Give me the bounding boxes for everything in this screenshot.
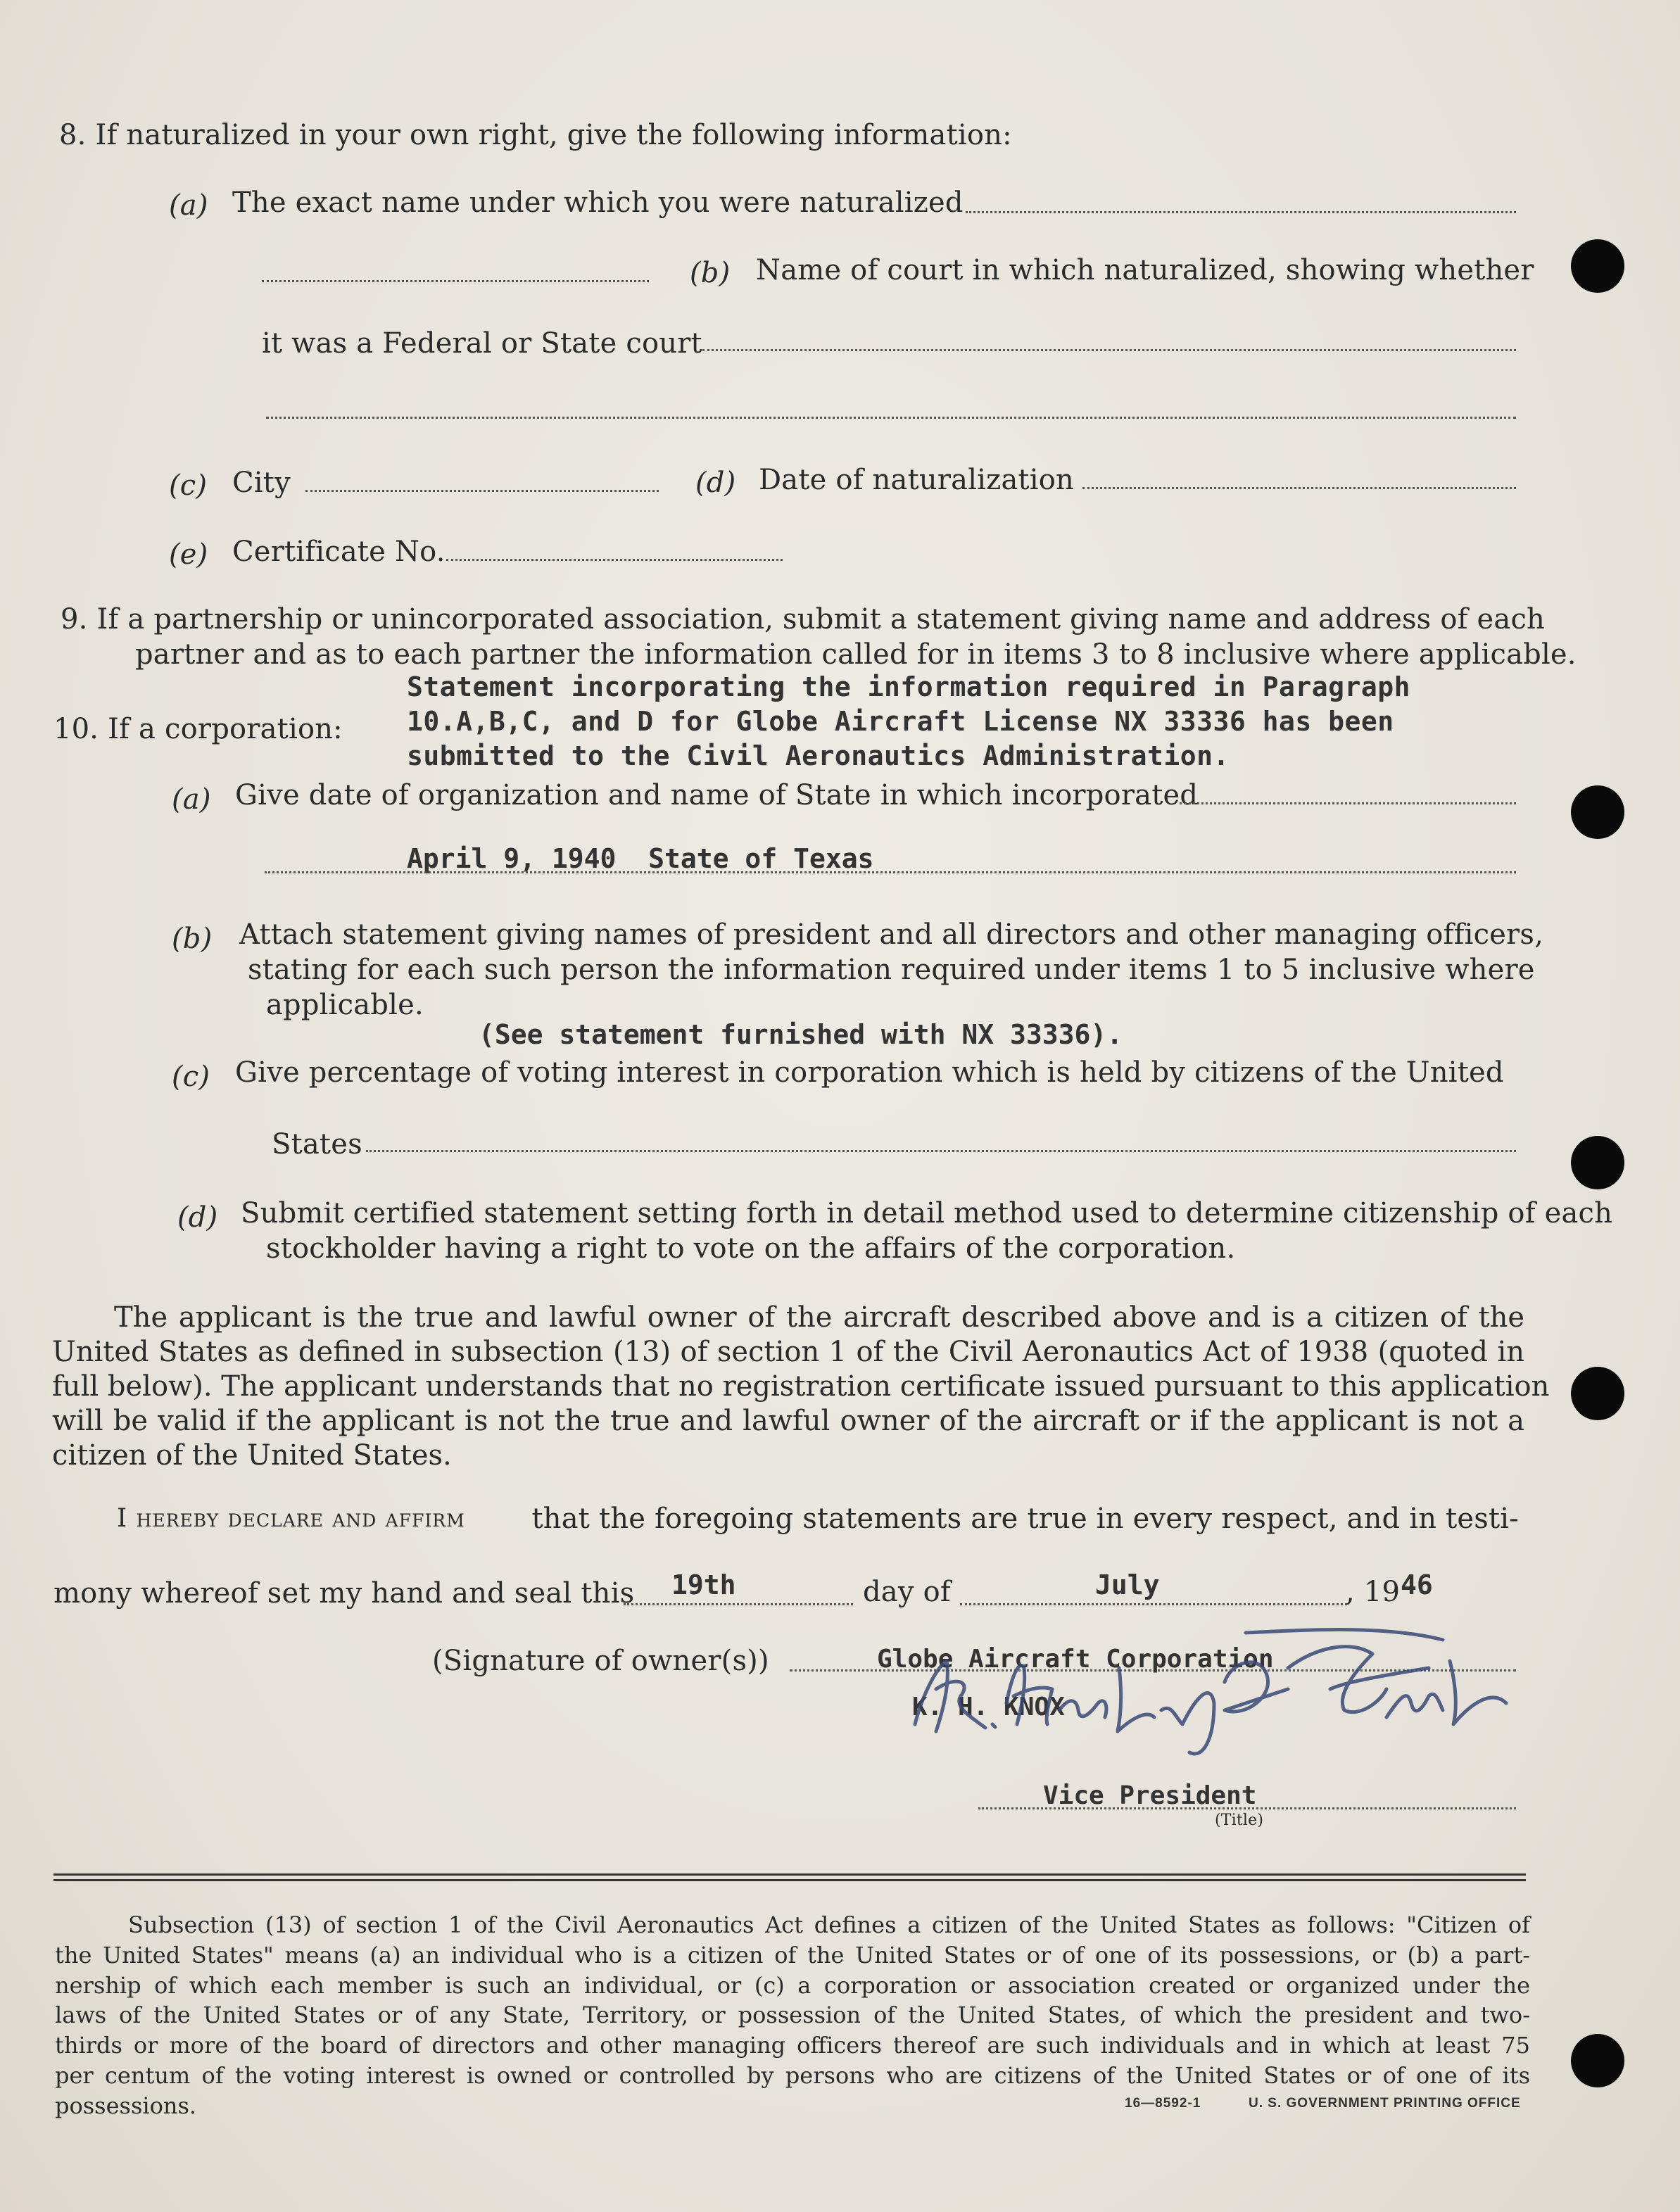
declaration-last-line: citizen of the United States. bbox=[52, 1439, 452, 1472]
declaration-line: will be valid if the applicant is not the true and lawful owner of the aircraft or if the applicant is not a bbox=[52, 1405, 1524, 1437]
year-prefix: , 19 bbox=[1346, 1576, 1401, 1608]
owner-typed-name: Globe Aircraft Corporation bbox=[877, 1645, 1274, 1674]
day-of-label: day of bbox=[863, 1576, 951, 1608]
section-divider bbox=[53, 1873, 1526, 1876]
punch-hole bbox=[1571, 1367, 1624, 1420]
footnote-line: Subsection (13) of section 1 of the Civil Aeronautics Act defines a citizen of the United States as follows: "Citizen of bbox=[128, 1911, 1530, 1938]
item-8c-label: (c) bbox=[169, 469, 208, 502]
item-8d-label: (d) bbox=[695, 467, 736, 499]
item-10c-continued: States bbox=[272, 1128, 362, 1161]
handwritten-signature bbox=[894, 1619, 1527, 1759]
voting-percentage-field[interactable] bbox=[366, 1150, 1516, 1152]
organization-date-field[interactable] bbox=[1180, 802, 1516, 804]
punch-hole bbox=[1571, 1136, 1624, 1189]
typed-statement-line: Statement incorporating the information required in Paragraph bbox=[407, 671, 1411, 702]
item-10d-line1: Submit certified statement setting forth in detail method used to determine citizenship of each bbox=[241, 1197, 1613, 1230]
section-divider bbox=[53, 1879, 1526, 1881]
item-10a-text: Give date of organization and name of State in which incorporated bbox=[235, 779, 1199, 811]
naturalized-name-field[interactable] bbox=[966, 211, 1516, 213]
officers-statement-answer: (See statement furnished with NX 33336). bbox=[479, 1019, 1123, 1050]
footnote-line: nership of which each member is such an individual, or (c) a corporation or association created or organized under the bbox=[55, 1971, 1530, 1999]
footnote-line: the United States" means (a) an individual who is a citizen of the United States or of one of its possessions, or (b) a part- bbox=[55, 1941, 1530, 1968]
item-10b-label: (b) bbox=[172, 923, 213, 955]
footnote-last-line: possessions. bbox=[55, 2092, 197, 2119]
item-10d-line2: stockholder having a right to vote on the affairs of the corporation. bbox=[266, 1232, 1236, 1265]
title-label: (Title) bbox=[1215, 1812, 1264, 1829]
item-8a-text: The exact name under which you were naturalized bbox=[232, 187, 964, 219]
signer-typed-name: K. H. KNOX bbox=[912, 1693, 1065, 1721]
item-8-intro: 8. If naturalized in your own right, give the following information: bbox=[59, 119, 1012, 151]
citizen-definition-footnote bbox=[55, 1910, 1530, 2121]
naturalization-date-field[interactable] bbox=[1082, 487, 1516, 489]
month-value: July bbox=[1095, 1569, 1160, 1600]
declaration-line: The applicant is the true and lawful owner of the aircraft described above and is a citizen of the bbox=[114, 1301, 1524, 1334]
year-value: 46 bbox=[1401, 1569, 1433, 1600]
declaration-line: full below). The applicant understands that no registration certificate issued pursuant to this application bbox=[52, 1370, 1550, 1403]
typed-statement-line: 10.A,B,C, and D for Globe Aircraft License NX 33336 has been bbox=[407, 706, 1394, 737]
organization-date-field-cont[interactable] bbox=[265, 871, 1516, 873]
punch-hole bbox=[1571, 785, 1624, 839]
footnote-line: thirds or more of the board of directors and other managing officers thereof are such individuals and in which at least 75 bbox=[55, 2032, 1530, 2059]
day-value: 19th bbox=[671, 1569, 736, 1600]
court-name-field-cont[interactable] bbox=[266, 417, 1516, 419]
item-10-intro: 10. If a corporation: bbox=[53, 713, 343, 745]
punch-hole bbox=[1571, 239, 1624, 293]
city-field[interactable] bbox=[305, 490, 659, 492]
item-9-line2: partner and as to each partner the information called for in items 3 to 8 inclusive where applicable. bbox=[135, 638, 1577, 671]
declaration-line: United States as defined in subsection (13) of section 1 of the Civil Aeronautics Act of 1938 (quoted in bbox=[52, 1336, 1524, 1368]
item-8c-text: City bbox=[232, 467, 291, 499]
item-8b-label: (b) bbox=[690, 257, 731, 289]
item-10b-line2: stating for each such person the information required under items 1 to 5 inclusive where bbox=[248, 954, 1535, 986]
typed-statement-line: submitted to the Civil Aeronautics Administration. bbox=[407, 740, 1230, 771]
item-10d-label: (d) bbox=[177, 1201, 218, 1234]
title-typed: Vice President bbox=[1043, 1781, 1257, 1810]
item-8d-text: Date of naturalization bbox=[759, 464, 1075, 496]
item-10b-line3: applicable. bbox=[266, 989, 424, 1021]
form-number: 16—8592-1 bbox=[1125, 2096, 1201, 2111]
item-8e-label: (e) bbox=[169, 538, 208, 571]
item-8e-text: Certificate No. bbox=[232, 536, 446, 568]
incorporation-answer: April 9, 1940 State of Texas bbox=[407, 843, 874, 874]
month-field[interactable] bbox=[960, 1603, 1347, 1605]
affirmation-rest: that the foregoing statements are true in every respect, and in testi- bbox=[531, 1503, 1519, 1535]
certificate-number-field[interactable] bbox=[446, 559, 783, 561]
item-10a-label: (a) bbox=[172, 783, 211, 816]
item-10c-label: (c) bbox=[172, 1061, 210, 1093]
day-field[interactable] bbox=[624, 1603, 853, 1605]
item-8a-label: (a) bbox=[169, 189, 208, 222]
item-9-line1: 9. If a partnership or unincorporated association, submit a statement giving name and address of each bbox=[61, 603, 1546, 636]
naturalized-name-field-cont[interactable] bbox=[262, 280, 649, 282]
item-10b-line1: Attach statement giving names of president and all directors and other managing officers, bbox=[239, 918, 1544, 951]
item-8b-continued: it was a Federal or State court bbox=[262, 327, 702, 360]
footnote-line: laws of the United States or of any State, Territory, or possession of the United States, of which the president and two- bbox=[55, 2002, 1530, 2029]
affirmation-lead: I hereby declare and affirm bbox=[117, 1504, 465, 1533]
punch-hole bbox=[1571, 2034, 1624, 2087]
signature-label: (Signature of owner(s)) bbox=[432, 1645, 769, 1677]
title-field[interactable] bbox=[978, 1807, 1516, 1809]
court-name-field[interactable] bbox=[702, 349, 1516, 351]
item-8b-text: Name of court in which naturalized, showing whether bbox=[756, 254, 1534, 286]
ownership-declaration bbox=[52, 1301, 1550, 1473]
item-10c-text: Give percentage of voting interest in corporation which is held by citizens of the United bbox=[235, 1056, 1504, 1089]
printer-imprint: U. S. GOVERNMENT PRINTING OFFICE bbox=[1249, 2096, 1521, 2111]
footnote-line: per centum of the voting interest is owned or controlled by persons who are citizens of the United States or of one of its bbox=[55, 2061, 1530, 2089]
affirmation-line1 bbox=[117, 1502, 1519, 1536]
affirmation-line2: mony whereof set my hand and seal this bbox=[53, 1577, 635, 1610]
